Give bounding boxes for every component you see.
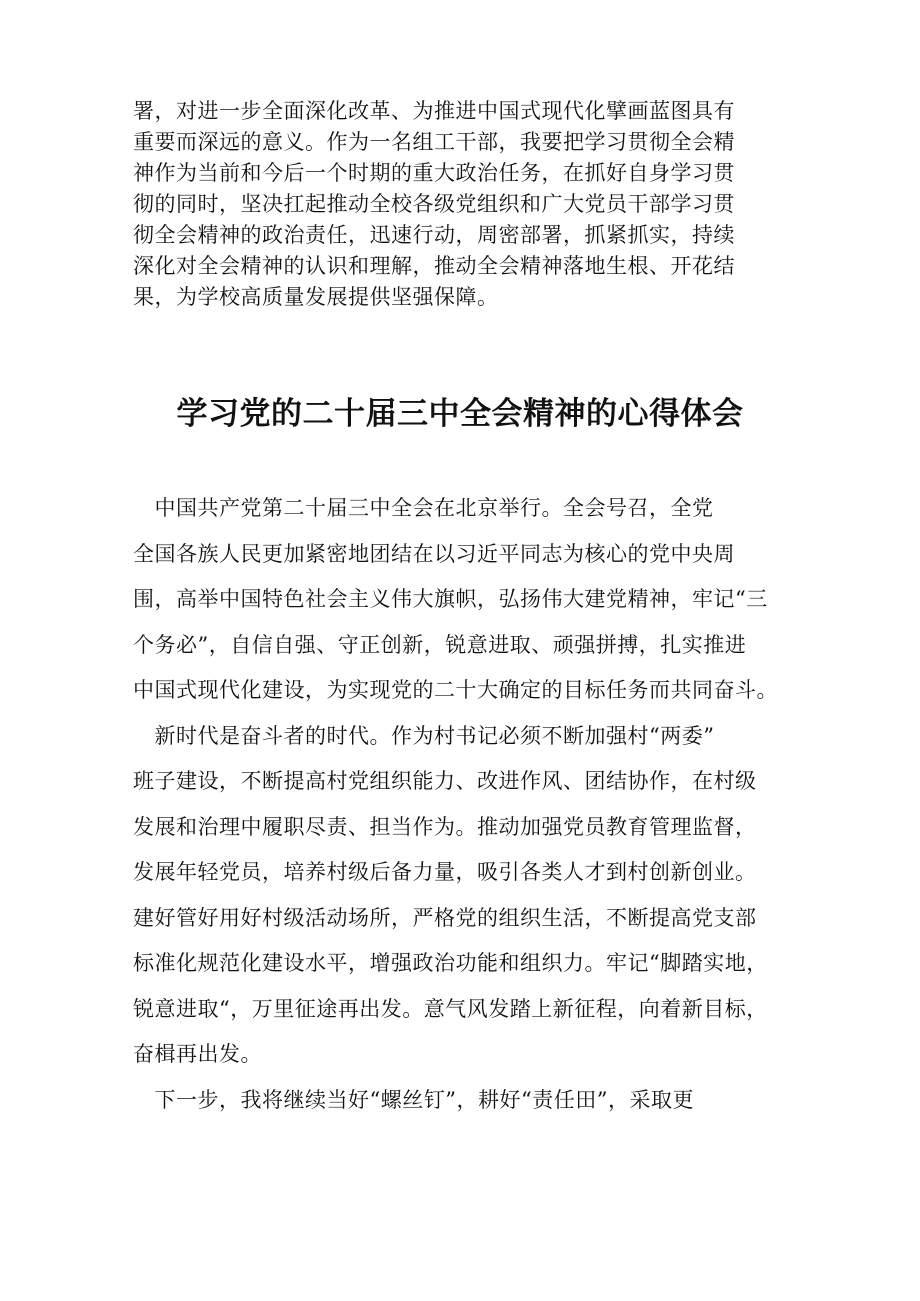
- paragraph-1: [133, 486, 793, 714]
- text-line: 班子建设，不断提高村党组织能力、改进作风、团结协作，在村级: [133, 769, 757, 793]
- text-line: 奋楫再出发。: [133, 1042, 262, 1066]
- text-line: 深化对全会精神的认识和理解，推动全会精神落地生根、开花结: [133, 254, 735, 278]
- text-line: 中国式现代化建设，为实现党的二十大确定的目标任务而共同奋斗。: [133, 678, 778, 702]
- article-body: [133, 486, 793, 1123]
- top-paragraph: [133, 96, 793, 313]
- text-line: 重要而深远的意义。作为一名组工干部，我要把学习贯彻全会精: [133, 130, 735, 154]
- text-line: 新时代是奋斗者的时代。作为村书记必须不断加强村“两委”: [133, 723, 715, 748]
- text-line: 署，对进一步全面深化改革、为推进中国式现代化擘画蓝图具有: [133, 99, 735, 123]
- text-line: 建好管好用好村级活动场所，严格党的组织生活，不断提高党支部: [133, 905, 757, 930]
- text-line: 彻的同时，坚决扛起推动全校各级党组织和广大党员干部学习贯: [133, 192, 735, 216]
- text-line: 发展和治理中履职尽责、担当作为。推动加强党员教育管理监督，: [133, 814, 757, 839]
- text-line: 中国共产党第二十届三中全会在北京举行。全会号召，全党: [133, 496, 714, 520]
- text-line: 标准化规范化建设水平，增强政治功能和组织力。牢记“脚踏实地，: [133, 951, 768, 975]
- text-line: 全国各族人民更加紧密地团结在以习近平同志为核心的党中央周: [133, 541, 735, 566]
- paragraph-3: [133, 1078, 793, 1124]
- text-line: 果，为学校高质量发展提供坚强保障。: [133, 285, 499, 309]
- paragraph-2: [133, 714, 793, 1078]
- text-line: 围，高举中国特色社会主义伟大旗帜，弘扬伟大建党精神，牢记“三: [133, 587, 768, 611]
- text-line: 发展年轻党员，培养村级后备力量，吸引各类人才到村创新创业。: [133, 860, 757, 884]
- article-title: 学习党的二十届三中全会精神的心得体会: [176, 396, 744, 432]
- text-line: 下一步，我将继续当好“螺丝钉”，耕好“责任田”，采取更: [133, 1087, 694, 1112]
- text-line: 个务必”，自信自强、守正创新，锐意进取、顽强拼搏，扎实推进: [133, 632, 747, 657]
- text-line: 彻全会精神的政治责任，迅速行动，周密部署，抓紧抓实，持续: [133, 223, 735, 247]
- text-line: 锐意进取“，万里征途再出发。意气风发踏上新征程，向着新目标，: [133, 996, 768, 1021]
- text-line: 神作为当前和今后一个时期的重大政治任务，在抓好自身学习贯: [133, 161, 735, 185]
